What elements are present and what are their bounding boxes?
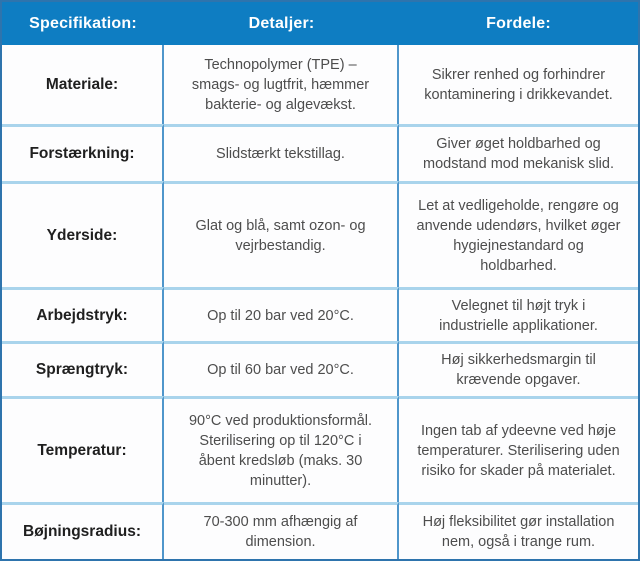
header-cell-benefits: Fordele: — [399, 2, 638, 45]
row-yderside-label: Yderside: — [2, 181, 164, 287]
row-temperatur-details: 90°C ved produktionsformål. Sterilisering op til 120°C i åbent kredsløb (maks. 30 minutter). — [164, 396, 399, 502]
row-spraengtryk-benefits: Høj sikkerhedsmargin til krævende opgaver. — [399, 341, 638, 396]
row-materiale-label: Materiale: — [2, 45, 164, 124]
row-materiale-details: Technopolymer (TPE) – smags- og lugtfrit, hæmmer bakterie- og algevækst. — [164, 45, 399, 124]
row-yderside-details: Glat og blå, samt ozon- og vejrbestandig. — [164, 181, 399, 287]
row-boejningsradius-label: Bøjningsradius: — [2, 502, 164, 559]
row-spraengtryk-label: Sprængtryk: — [2, 341, 164, 396]
row-forstaerkning-label: Forstærkning: — [2, 124, 164, 181]
row-temperatur-benefits: Ingen tab af ydeevne ved høje temperaturer. Sterilisering uden risiko for skader på materialet. — [399, 396, 638, 502]
header-cell-details: Detaljer: — [164, 2, 399, 45]
row-arbejdstryk-benefits: Velegnet til højt tryk i industrielle applikationer. — [399, 287, 638, 341]
row-spraengtryk-details: Op til 60 bar ved 20°C. — [164, 341, 399, 396]
row-temperatur-label: Temperatur: — [2, 396, 164, 502]
row-forstaerkning-benefits: Giver øget holdbarhed og modstand mod mekanisk slid. — [399, 124, 638, 181]
row-boejningsradius-details: 70-300 mm afhængig af dimension. — [164, 502, 399, 559]
row-materiale-benefits: Sikrer renhed og forhindrer kontaminering i drikkevandet. — [399, 45, 638, 124]
row-yderside-benefits: Let at vedligeholde, rengøre og anvende udendørs, hvilket øger hygiejnestandard og holdbarhed. — [399, 181, 638, 287]
row-arbejdstryk-label: Arbejdstryk: — [2, 287, 164, 341]
header-cell-specification: Specifikation: — [2, 2, 164, 45]
row-arbejdstryk-details: Op til 20 bar ved 20°C. — [164, 287, 399, 341]
row-forstaerkning-details: Slidstærkt tekstillag. — [164, 124, 399, 181]
row-boejningsradius-benefits: Høj fleksibilitet gør installation nem, også i trange rum. — [399, 502, 638, 559]
